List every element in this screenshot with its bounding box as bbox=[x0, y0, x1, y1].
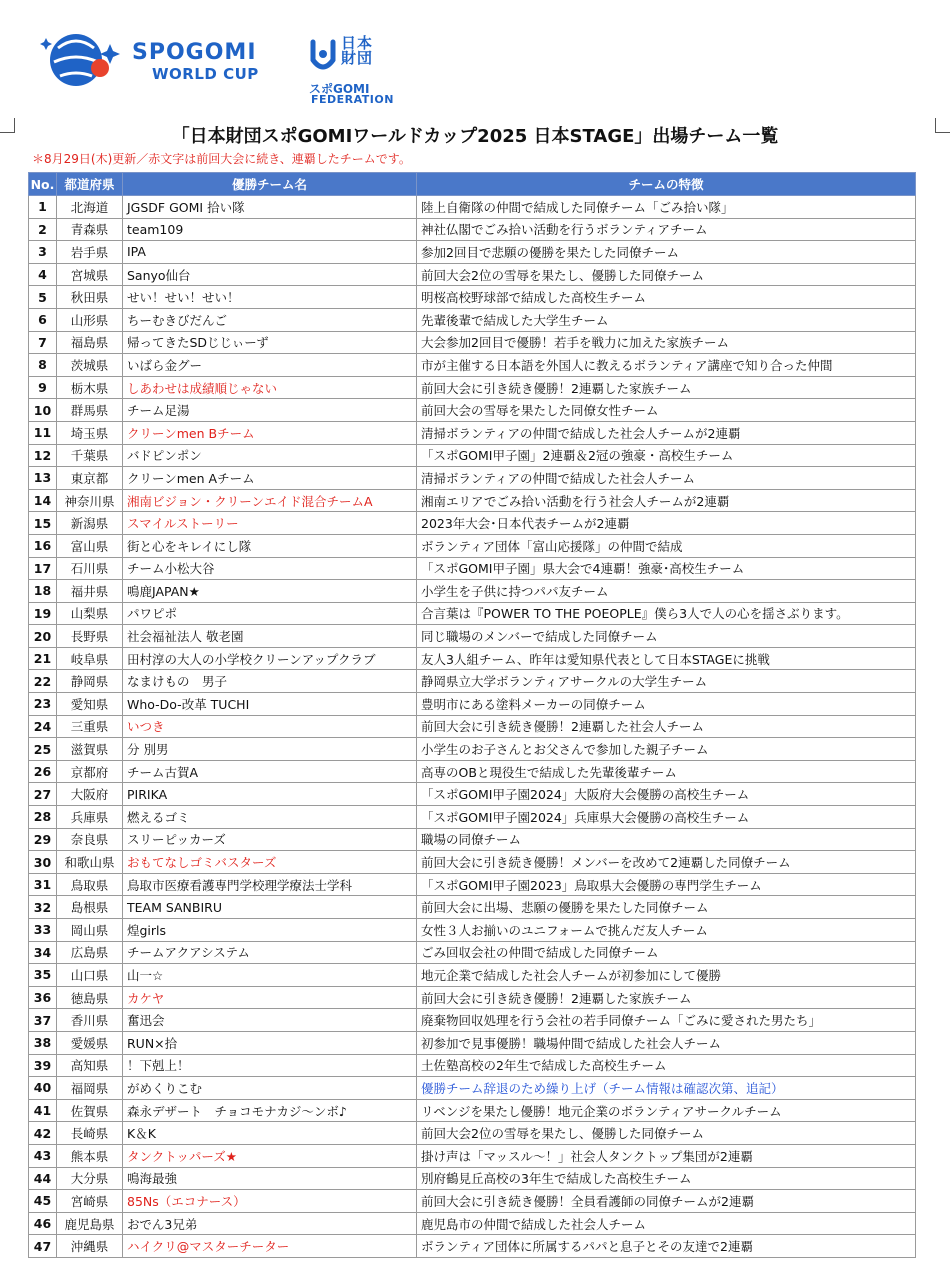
prefecture-cell: 岐阜県 bbox=[57, 647, 123, 670]
team-description-cell: 掛け声は「マッスル～！」社会人タンクトップ集団が2連覇 bbox=[417, 1144, 916, 1167]
prefecture-cell: 鳥取県 bbox=[57, 873, 123, 896]
team-name-cell: Who-Do-改革 TUCHI bbox=[123, 693, 417, 716]
table-row bbox=[29, 715, 916, 738]
row-number: 14 bbox=[29, 489, 57, 512]
team-name-cell: Sanyo仙台 bbox=[123, 263, 417, 286]
team-description-cell: 前回大会に引き続き優勝！2連覇した家族チーム bbox=[417, 376, 916, 399]
row-number: 25 bbox=[29, 738, 57, 761]
table-row bbox=[29, 1054, 916, 1077]
team-name-cell: 湘南ビジョン・クリーンエイド混合チームA bbox=[123, 489, 417, 512]
team-name-cell: おもてなしゴミバスターズ bbox=[123, 851, 417, 874]
team-description-cell: 女性３人お揃いのユニフォームで挑んだ友人チーム bbox=[417, 919, 916, 942]
row-number: 17 bbox=[29, 557, 57, 580]
team-description-cell: ごみ回収会社の仲間で結成した同僚チーム bbox=[417, 941, 916, 964]
table-row bbox=[29, 783, 916, 806]
foundation-sub: スポGOMI bbox=[309, 82, 370, 96]
row-number: 9 bbox=[29, 376, 57, 399]
row-number: 20 bbox=[29, 625, 57, 648]
prefecture-cell: 愛媛県 bbox=[57, 1031, 123, 1054]
team-description-cell: 「スポGOMI甲子園2023」鳥取県大会優勝の専門学生チーム bbox=[417, 873, 916, 896]
team-description-cell: 合言葉は『POWER TO THE POEOPLE』僕ら3人で人の心を揺さぶります。 bbox=[417, 602, 916, 625]
table-row bbox=[29, 467, 916, 490]
team-name-cell: JGSDF GOMI 拾い隊 bbox=[123, 196, 417, 219]
team-description-cell: 鹿児島市の仲間で結成した社会人チーム bbox=[417, 1212, 916, 1235]
team-description-cell: 神社仏閣でごみ拾い活動を行うボランティアチーム bbox=[417, 218, 916, 241]
row-number: 3 bbox=[29, 241, 57, 264]
prefecture-cell: 兵庫県 bbox=[57, 806, 123, 829]
row-number: 24 bbox=[29, 715, 57, 738]
row-number: 10 bbox=[29, 399, 57, 422]
prefecture-cell: 鹿児島県 bbox=[57, 1212, 123, 1235]
row-number: 7 bbox=[29, 331, 57, 354]
team-description-cell: 前回大会に引き続き優勝！全員看護師の同僚チームが2連覇 bbox=[417, 1190, 916, 1213]
table-row bbox=[29, 1122, 916, 1145]
row-number: 42 bbox=[29, 1122, 57, 1145]
prefecture-cell: 山梨県 bbox=[57, 602, 123, 625]
team-description-cell: 友人3人組チーム、昨年は愛知県代表として日本STAGEに挑戦 bbox=[417, 647, 916, 670]
team-name-cell: PIRIKA bbox=[123, 783, 417, 806]
team-description-cell: 小学生のお子さんとお父さんで参加した親子チーム bbox=[417, 738, 916, 761]
spogomi-wordmark bbox=[132, 40, 259, 83]
prefecture-cell: 滋賀県 bbox=[57, 738, 123, 761]
team-name-cell: K＆K bbox=[123, 1122, 417, 1145]
team-name-cell: IPA bbox=[123, 241, 417, 264]
team-description-cell: 同じ職場のメンバーで結成した同僚チーム bbox=[417, 625, 916, 648]
team-name-cell: カケヤ bbox=[123, 986, 417, 1009]
row-number: 1 bbox=[29, 196, 57, 219]
prefecture-cell: 愛知県 bbox=[57, 693, 123, 716]
table-row bbox=[29, 1235, 916, 1258]
team-description-cell: 土佐塾高校の2年生で結成した高校生チーム bbox=[417, 1054, 916, 1077]
table-row bbox=[29, 557, 916, 580]
page-header bbox=[0, 0, 950, 112]
prefecture-cell: 和歌山県 bbox=[57, 851, 123, 874]
prefecture-cell: 山口県 bbox=[57, 964, 123, 987]
team-name-cell: しあわせは成績順じゃない bbox=[123, 376, 417, 399]
team-description-cell: 前回大会に出場、悲願の優勝を果たした同僚チーム bbox=[417, 896, 916, 919]
team-description-cell: 大会参加2回目で優勝！若手を戦力に加えた家族チーム bbox=[417, 331, 916, 354]
team-name-cell: せい！せい！せい！ bbox=[123, 286, 417, 309]
team-description-cell: 参加2回目で悲願の優勝を果たした同僚チーム bbox=[417, 241, 916, 264]
spogomi-logo-icon bbox=[38, 30, 126, 92]
prefecture-cell: 三重県 bbox=[57, 715, 123, 738]
team-description-cell: 市が主催する日本語を外国人に教えるボランティア講座で知り合った仲間 bbox=[417, 354, 916, 377]
table-row bbox=[29, 489, 916, 512]
row-number: 44 bbox=[29, 1167, 57, 1190]
table-row bbox=[29, 196, 916, 219]
team-description-cell: 前回大会の雪辱を果たした同僚女性チーム bbox=[417, 399, 916, 422]
team-name-cell: TEAM SANBIRU bbox=[123, 896, 417, 919]
row-number: 6 bbox=[29, 308, 57, 331]
prefecture-cell: 青森県 bbox=[57, 218, 123, 241]
row-number: 45 bbox=[29, 1190, 57, 1213]
table-row bbox=[29, 354, 916, 377]
row-number: 18 bbox=[29, 580, 57, 603]
row-number: 26 bbox=[29, 760, 57, 783]
prefecture-cell: 静岡県 bbox=[57, 670, 123, 693]
table-row bbox=[29, 1190, 916, 1213]
row-number: 37 bbox=[29, 1009, 57, 1032]
row-number: 21 bbox=[29, 647, 57, 670]
table-row bbox=[29, 241, 916, 264]
prefecture-cell: 熊本県 bbox=[57, 1144, 123, 1167]
team-name-cell: なまけもの 男子 bbox=[123, 670, 417, 693]
table-row bbox=[29, 1099, 916, 1122]
team-name-cell: 85Ns（エコナース） bbox=[123, 1190, 417, 1213]
row-number: 31 bbox=[29, 873, 57, 896]
col-header-team: 優勝チーム名 bbox=[123, 173, 417, 196]
prefecture-cell: 福島県 bbox=[57, 331, 123, 354]
table-row bbox=[29, 1031, 916, 1054]
team-name-cell: チーム足湯 bbox=[123, 399, 417, 422]
table-row bbox=[29, 534, 916, 557]
row-number: 46 bbox=[29, 1212, 57, 1235]
team-name-cell: 鳥取市医療看護専門学校理学療法士学科 bbox=[123, 873, 417, 896]
row-number: 36 bbox=[29, 986, 57, 1009]
prefecture-cell: 東京都 bbox=[57, 467, 123, 490]
prefecture-cell: 栃木県 bbox=[57, 376, 123, 399]
table-row bbox=[29, 873, 916, 896]
team-name-cell: クリーンmen Bチーム bbox=[123, 421, 417, 444]
team-name-cell: チームアクアシステム bbox=[123, 941, 417, 964]
table-row bbox=[29, 986, 916, 1009]
row-number: 22 bbox=[29, 670, 57, 693]
row-number: 4 bbox=[29, 263, 57, 286]
team-description-cell: 別府鶴見丘高校の3年生で結成した高校生チーム bbox=[417, 1167, 916, 1190]
update-note: ＊8月29日(木)更新／赤文字は前回大会に続き、連覇したチームです。 bbox=[32, 152, 411, 166]
prefecture-cell: 大阪府 bbox=[57, 783, 123, 806]
prefecture-cell: 長崎県 bbox=[57, 1122, 123, 1145]
team-name-cell: 奮迅会 bbox=[123, 1009, 417, 1032]
table-row bbox=[29, 693, 916, 716]
prefecture-cell: 福岡県 bbox=[57, 1077, 123, 1100]
prefecture-cell: 群馬県 bbox=[57, 399, 123, 422]
team-name-cell: いつき bbox=[123, 715, 417, 738]
team-name-cell: 煌girls bbox=[123, 919, 417, 942]
foundation-logo bbox=[309, 34, 394, 106]
brand-line1: SPOGOMI bbox=[132, 40, 257, 65]
row-number: 19 bbox=[29, 602, 57, 625]
prefecture-cell: 石川県 bbox=[57, 557, 123, 580]
row-number: 28 bbox=[29, 806, 57, 829]
team-description-cell: 前回大会に引き続き優勝！2連覇した社会人チーム bbox=[417, 715, 916, 738]
prefecture-cell: 茨城県 bbox=[57, 354, 123, 377]
team-description-cell: 明桜高校野球部で結成した高校生チーム bbox=[417, 286, 916, 309]
table-row bbox=[29, 738, 916, 761]
foundation-kanji: 日本財団 bbox=[341, 34, 374, 67]
team-description-cell: 職場の同僚チーム bbox=[417, 828, 916, 851]
table-row bbox=[29, 218, 916, 241]
team-description-cell: 「スポGOMI甲子園2024」兵庫県大会優勝の高校生チーム bbox=[417, 806, 916, 829]
row-number: 12 bbox=[29, 444, 57, 467]
table-row bbox=[29, 1144, 916, 1167]
table-row bbox=[29, 286, 916, 309]
team-description-cell: 廃棄物回収処理を行う会社の若手同僚チーム「ごみに愛された男たち」 bbox=[417, 1009, 916, 1032]
prefecture-cell: 福井県 bbox=[57, 580, 123, 603]
team-description-cell: 先輩後輩で結成した大学生チーム bbox=[417, 308, 916, 331]
row-number: 41 bbox=[29, 1099, 57, 1122]
row-number: 11 bbox=[29, 421, 57, 444]
prefecture-cell: 宮崎県 bbox=[57, 1190, 123, 1213]
team-name-cell: 帰ってきたSDじじぃーず bbox=[123, 331, 417, 354]
team-name-cell: ちーむきびだんご bbox=[123, 308, 417, 331]
prefecture-cell: 大分県 bbox=[57, 1167, 123, 1190]
team-name-cell: クリーンmen Aチーム bbox=[123, 467, 417, 490]
prefecture-cell: 宮城県 bbox=[57, 263, 123, 286]
foundation-mark-icon bbox=[309, 38, 337, 76]
prefecture-cell: 北海道 bbox=[57, 196, 123, 219]
col-header-description: チームの特徴 bbox=[417, 173, 916, 196]
prefecture-cell: 岡山県 bbox=[57, 919, 123, 942]
prefecture-cell: 京都府 bbox=[57, 760, 123, 783]
team-description-cell: 「スポGOMI甲子園」県大会で4連覇！強豪･高校生チーム bbox=[417, 557, 916, 580]
team-name-cell: タンクトッパーズ★ bbox=[123, 1144, 417, 1167]
brand-line2: WORLD CUP bbox=[152, 65, 259, 83]
team-description-cell: 前回大会に引き続き優勝！メンバーを改めて2連覇した同僚チーム bbox=[417, 851, 916, 874]
team-name-cell: 山一☆ bbox=[123, 964, 417, 987]
row-number: 16 bbox=[29, 534, 57, 557]
row-number: 30 bbox=[29, 851, 57, 874]
prefecture-cell: 秋田県 bbox=[57, 286, 123, 309]
team-name-cell: スマイルストーリー bbox=[123, 512, 417, 535]
row-number: 27 bbox=[29, 783, 57, 806]
table-row bbox=[29, 1009, 916, 1032]
team-name-cell: 森永デザート チョコモナカジ～ンボ♪ bbox=[123, 1099, 417, 1122]
table-row bbox=[29, 828, 916, 851]
table-row bbox=[29, 1077, 916, 1100]
team-name-cell: 分 別男 bbox=[123, 738, 417, 761]
table-row bbox=[29, 602, 916, 625]
table-row bbox=[29, 896, 916, 919]
team-description-cell: 地元企業で結成した社会人チームが初参加にして優勝 bbox=[417, 964, 916, 987]
prefecture-cell: 埼玉県 bbox=[57, 421, 123, 444]
row-number: 23 bbox=[29, 693, 57, 716]
prefecture-cell: 高知県 bbox=[57, 1054, 123, 1077]
prefecture-cell: 香川県 bbox=[57, 1009, 123, 1032]
team-name-cell: おでん3兄弟 bbox=[123, 1212, 417, 1235]
team-description-cell: 清掃ボランティアの仲間で結成した社会人チーム bbox=[417, 467, 916, 490]
table-row bbox=[29, 625, 916, 648]
table-row bbox=[29, 760, 916, 783]
row-number: 38 bbox=[29, 1031, 57, 1054]
prefecture-cell: 沖縄県 bbox=[57, 1235, 123, 1258]
team-name-cell: ハイクリ@マスターチーター bbox=[123, 1235, 417, 1258]
table-row bbox=[29, 1212, 916, 1235]
team-name-cell: 燃えるゴミ bbox=[123, 806, 417, 829]
row-number: 13 bbox=[29, 467, 57, 490]
table-row bbox=[29, 263, 916, 286]
table-row bbox=[29, 941, 916, 964]
table-row bbox=[29, 806, 916, 829]
team-description-cell: 初参加で見事優勝！職場仲間で結成した社会人チーム bbox=[417, 1031, 916, 1054]
row-number: 29 bbox=[29, 828, 57, 851]
table-row bbox=[29, 512, 916, 535]
team-name-cell: パワピポ bbox=[123, 602, 417, 625]
team-name-cell: チーム古賀A bbox=[123, 760, 417, 783]
table-row bbox=[29, 1167, 916, 1190]
row-number: 5 bbox=[29, 286, 57, 309]
team-name-cell: 田村淳の大人の小学校クリーンアップクラブ bbox=[123, 647, 417, 670]
row-number: 8 bbox=[29, 354, 57, 377]
row-number: 35 bbox=[29, 964, 57, 987]
prefecture-cell: 千葉県 bbox=[57, 444, 123, 467]
team-name-cell: 鳴海最強 bbox=[123, 1167, 417, 1190]
table-row bbox=[29, 647, 916, 670]
team-description-cell: リベンジを果たし優勝！地元企業のボランティアサークルチーム bbox=[417, 1099, 916, 1122]
table-row bbox=[29, 331, 916, 354]
table-body bbox=[29, 196, 916, 1258]
team-name-cell: バドピンポン bbox=[123, 444, 417, 467]
prefecture-cell: 岩手県 bbox=[57, 241, 123, 264]
row-number: 43 bbox=[29, 1144, 57, 1167]
prefecture-cell: 富山県 bbox=[57, 534, 123, 557]
team-name-cell: いばら金グー bbox=[123, 354, 417, 377]
table-row bbox=[29, 580, 916, 603]
prefecture-cell: 島根県 bbox=[57, 896, 123, 919]
team-name-cell: 社会福祉法人 敬老園 bbox=[123, 625, 417, 648]
team-name-cell: team109 bbox=[123, 218, 417, 241]
team-description-cell: 優勝チーム辞退のため繰り上げ（チーム情報は確認次第、追記） bbox=[417, 1077, 916, 1100]
prefecture-cell: 山形県 bbox=[57, 308, 123, 331]
col-header-prefecture: 都道府県 bbox=[57, 173, 123, 196]
prefecture-cell: 徳島県 bbox=[57, 986, 123, 1009]
team-description-cell: 前回大会2位の雪辱を果たし、優勝した同僚チーム bbox=[417, 1122, 916, 1145]
col-header-no: No. bbox=[29, 173, 57, 196]
table-row bbox=[29, 421, 916, 444]
team-name-cell: チーム小松大谷 bbox=[123, 557, 417, 580]
table-row bbox=[29, 376, 916, 399]
team-description-cell: 「スポGOMI甲子園」2連覇＆2冠の強豪・高校生チーム bbox=[417, 444, 916, 467]
table-row bbox=[29, 919, 916, 942]
team-description-cell: ボランティア団体に所属するパパと息子とその友達で2連覇 bbox=[417, 1235, 916, 1258]
team-description-cell: 前回大会2位の雪辱を果たし、優勝した同僚チーム bbox=[417, 263, 916, 286]
team-description-cell: 小学生を子供に持つパパ友チーム bbox=[417, 580, 916, 603]
table-row bbox=[29, 444, 916, 467]
team-name-cell: 街と心をキレイにし隊 bbox=[123, 534, 417, 557]
team-name-cell: 鳴鹿JAPAN★ bbox=[123, 580, 417, 603]
table-row bbox=[29, 308, 916, 331]
team-description-cell: 清掃ボランティアの仲間で結成した社会人チームが2連覇 bbox=[417, 421, 916, 444]
page-title: 「日本財団スポGOMIワールドカップ2025 日本STAGE」出場チーム一覧 bbox=[171, 126, 779, 147]
row-number: 15 bbox=[29, 512, 57, 535]
team-description-cell: 豊明市にある塗料メーカーの同僚チーム bbox=[417, 693, 916, 716]
team-name-cell: RUN×拾 bbox=[123, 1031, 417, 1054]
table-row bbox=[29, 964, 916, 987]
team-description-cell: 湘南エリアでごみ拾い活動を行う社会人チームが2連覇 bbox=[417, 489, 916, 512]
row-number: 32 bbox=[29, 896, 57, 919]
team-description-cell: 前回大会に引き続き優勝！2連覇した家族チーム bbox=[417, 986, 916, 1009]
row-number: 40 bbox=[29, 1077, 57, 1100]
teams-table bbox=[28, 172, 916, 1258]
table-row bbox=[29, 399, 916, 422]
team-description-cell: 陸上自衛隊の仲間で結成した同僚チーム「ごみ拾い隊」 bbox=[417, 196, 916, 219]
team-description-cell: 2023年大会･日本代表チームが2連覇 bbox=[417, 512, 916, 535]
table-header-row bbox=[29, 173, 916, 196]
row-number: 2 bbox=[29, 218, 57, 241]
table-row bbox=[29, 670, 916, 693]
prefecture-cell: 広島県 bbox=[57, 941, 123, 964]
prefecture-cell: 新潟県 bbox=[57, 512, 123, 535]
table-row bbox=[29, 851, 916, 874]
team-description-cell: 高専のOBと現役生で結成した先輩後輩チーム bbox=[417, 760, 916, 783]
team-name-cell: がめくりこむ bbox=[123, 1077, 417, 1100]
team-description-cell: 「スポGOMI甲子園2024」大阪府大会優勝の高校生チーム bbox=[417, 783, 916, 806]
prefecture-cell: 佐賀県 bbox=[57, 1099, 123, 1122]
row-number: 33 bbox=[29, 919, 57, 942]
team-description-cell: ボランティア団体「富山応援隊」の仲間で結成 bbox=[417, 534, 916, 557]
team-name-cell: ！下剋上！ bbox=[123, 1054, 417, 1077]
row-number: 47 bbox=[29, 1235, 57, 1258]
prefecture-cell: 奈良県 bbox=[57, 828, 123, 851]
row-number: 34 bbox=[29, 941, 57, 964]
prefecture-cell: 長野県 bbox=[57, 625, 123, 648]
row-number: 39 bbox=[29, 1054, 57, 1077]
foundation-en: FEDERATION bbox=[311, 93, 394, 106]
team-name-cell: スリーピッカーズ bbox=[123, 828, 417, 851]
prefecture-cell: 神奈川県 bbox=[57, 489, 123, 512]
team-description-cell: 静岡県立大学ボランティアサークルの大学生チーム bbox=[417, 670, 916, 693]
